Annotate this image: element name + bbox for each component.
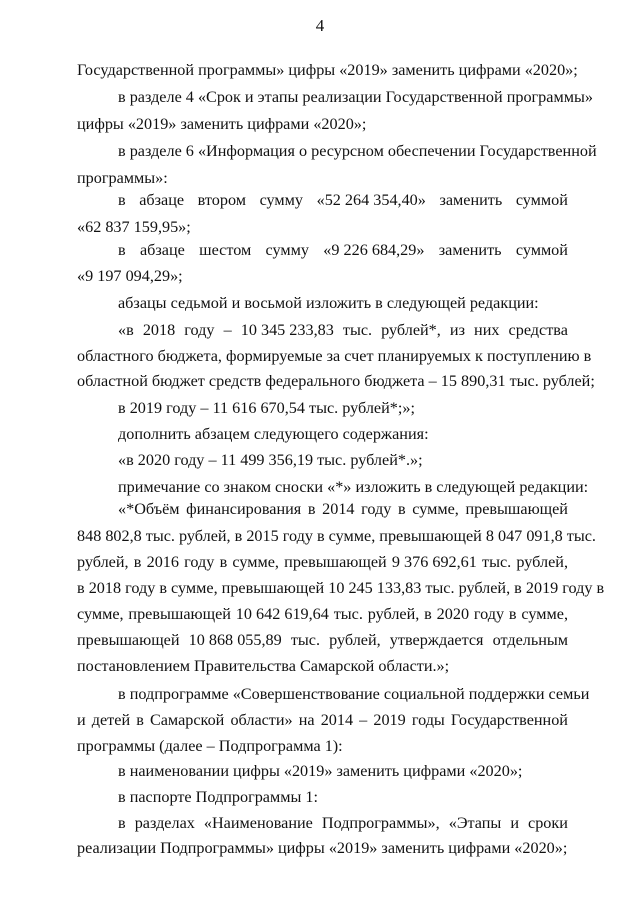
word: утверждается [389, 631, 484, 649]
word: в [118, 191, 126, 209]
word: них [474, 321, 500, 339]
word: Подпрограммы», [321, 814, 440, 832]
word: абзаце [139, 241, 185, 259]
word: области» [230, 711, 293, 729]
word: заменить [439, 191, 503, 209]
word: «9 226 684,29» [323, 241, 425, 259]
text-line: Государственной программы» цифры «2019» заменить цифрами «2020»; [77, 61, 578, 79]
text-line: программы»: [77, 169, 168, 187]
text-line: областного бюджета, формируемые за счет планируемых к поступлению в [77, 347, 592, 365]
text-line: «в 2020 году – 11 499 356,19 тыс. рублей*.»; [118, 451, 423, 469]
word: превышающей [465, 500, 568, 518]
text-line [77, 604, 568, 624]
text-line: в 2019 году – 11 616 670,54 тыс. рублей*;»; [118, 399, 415, 417]
text-line [118, 240, 568, 260]
word: в [397, 500, 406, 518]
word: тыс. [290, 631, 320, 649]
text-line: «9 197 094,29»; [77, 267, 183, 285]
word: – [223, 321, 232, 339]
text-line: дополнить абзацем следующего содержания: [118, 425, 429, 443]
word: превышающей [128, 605, 231, 623]
word: в [424, 605, 432, 623]
word: сумму [259, 191, 304, 209]
page-number: 4 [315, 16, 325, 35]
word: из [449, 321, 465, 339]
word: в [118, 814, 126, 832]
word: в [219, 553, 228, 571]
text-line: 848 802,8 тыс. рублей, в 2015 году в сумме, превышающей 8 047 091,8 тыс. [77, 527, 596, 545]
word: шестом [199, 241, 252, 259]
text-line: в разделе 6 «Информация о ресурсном обеспечении Государственной [118, 142, 597, 160]
word: превышающей [284, 553, 387, 571]
word: абзаце [139, 191, 185, 209]
text-line: в 2018 году в сумме, превышающей 10 245 133,83 тыс. рублей, в 2019 году в [77, 579, 605, 597]
word: рублей, [77, 553, 129, 571]
text-line: реализации Подпрограммы» цифры «2019» заменить цифрами «2020»; [77, 839, 568, 857]
word: «52 264 354,40» [316, 191, 426, 209]
text-line [118, 499, 568, 519]
word: «*Объём [118, 500, 180, 518]
word: году [361, 500, 392, 518]
word: 10 868 055,89 [188, 631, 282, 649]
word: рублей, [367, 605, 420, 623]
word: в [118, 241, 126, 259]
word: финансирования [186, 500, 302, 518]
word: тыс. [482, 553, 512, 571]
word: сумму [265, 241, 309, 259]
word: сумме, [77, 605, 124, 623]
text-line: в паспорте Подпрограммы 1: [118, 788, 318, 806]
word: 2016 [146, 553, 179, 571]
word: «Наименование [203, 814, 313, 832]
word: 9 376 692,61 [391, 553, 477, 571]
word: суммой [515, 241, 568, 259]
word: и [510, 814, 519, 832]
word: году [184, 553, 215, 571]
word: – [359, 711, 368, 729]
word: тыс. [342, 321, 373, 339]
word: разделах [134, 814, 195, 832]
word: рублей, [516, 553, 568, 571]
text-line: в разделе 4 «Срок и этапы реализации Государственной программы» [118, 88, 593, 106]
word: в [307, 500, 316, 518]
word: Государственной [450, 711, 568, 729]
word: детей [91, 711, 131, 729]
text-line [118, 813, 568, 833]
word: тыс. [333, 605, 363, 623]
word: в [508, 605, 517, 623]
word: превышающей [77, 631, 180, 649]
word: 2018 [142, 321, 176, 339]
word: «в [118, 321, 134, 339]
word: 2020 [436, 605, 470, 623]
word: Самарской [149, 711, 225, 729]
word: сумме, [412, 500, 459, 518]
word: сроки [528, 814, 568, 832]
text-line: постановлением Правительства Самарской области.»; [77, 657, 450, 675]
word: 10 642 619,64 [235, 605, 329, 623]
text-line [77, 630, 568, 650]
word: 2014 [322, 500, 355, 518]
word: 10 345 233,83 [240, 321, 334, 339]
text-line [77, 552, 568, 572]
text-line [118, 320, 568, 340]
word: в [136, 711, 144, 729]
word: 2014 [320, 711, 354, 729]
text-line [118, 190, 568, 210]
word: в [133, 553, 142, 571]
word: отдельным [492, 631, 568, 649]
text-line [77, 710, 568, 730]
word: 2019 [373, 711, 406, 729]
word: заменить [438, 241, 502, 259]
text-line: примечание со знаком сноски «*» изложить в следующей редакции: [118, 478, 589, 496]
word: суммой [515, 191, 568, 209]
word: рублей*, [381, 321, 441, 339]
word: сумме, [521, 605, 568, 623]
text-line: в подпрограмме «Совершенствование социальной поддержки семьи [118, 685, 590, 703]
word: средства [508, 321, 568, 339]
text-line: абзацы седьмой и восьмой изложить в следующей редакции: [118, 294, 539, 312]
word: на [298, 711, 315, 729]
word: втором [197, 191, 246, 209]
text-line: цифры «2019» заменить цифрами «2020»; [77, 115, 367, 133]
text-line: областной бюджет средств федерального бюджета – 15 890,31 тыс. рублей; [77, 372, 595, 390]
word: рублей, [329, 631, 381, 649]
text-line: «62 837 159,95»; [77, 218, 191, 236]
word: сумме, [232, 553, 279, 571]
word: годы [411, 711, 445, 729]
word: году [184, 321, 215, 339]
word: «Этапы [448, 814, 502, 832]
word: году [473, 605, 505, 623]
text-line: программы (далее – Подпрограмма 1): [77, 737, 343, 755]
word: и [77, 711, 86, 729]
text-line: в наименовании цифры «2019» заменить цифрами «2020»; [118, 762, 523, 780]
